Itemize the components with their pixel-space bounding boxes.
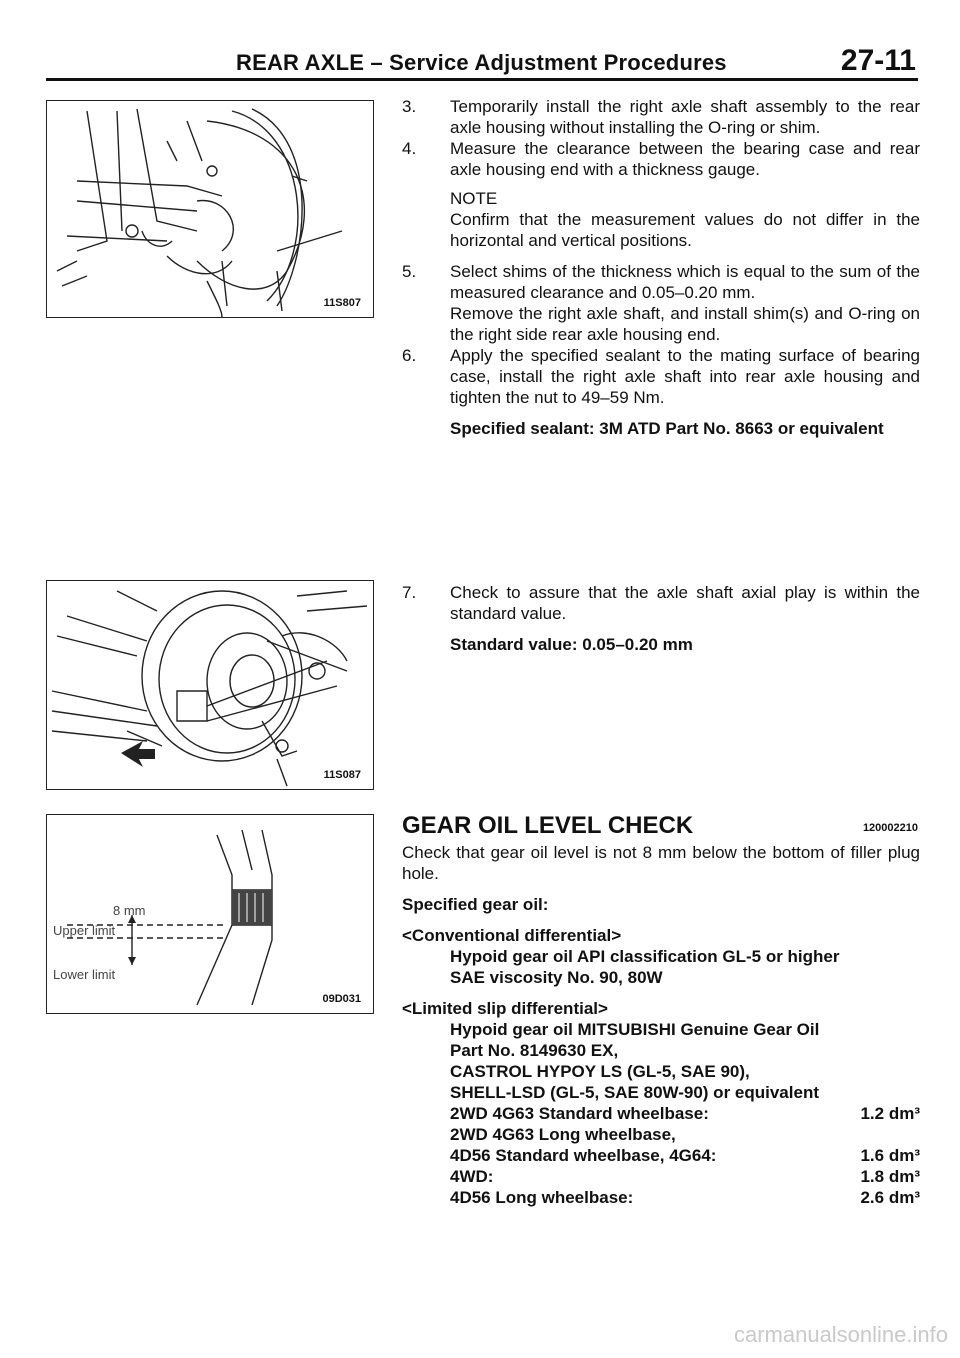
conventional-line: SAE viscosity No. 90, 80W bbox=[450, 968, 663, 987]
capacity-row: 4D56 Long wheelbase: 2.6 dm³ bbox=[450, 1188, 920, 1207]
lsd-line: SHELL-LSD (GL-5, SAE 80W-90) or equivalent bbox=[450, 1083, 819, 1102]
lsd-line: CASTROL HYPOY LS (GL-5, SAE 90), bbox=[450, 1062, 750, 1081]
conventional-line: Hypoid gear oil API classification GL-5 or higher bbox=[450, 947, 840, 966]
gear-oil-intro: Check that gear oil level is not 8 mm below the bottom of filler plug hole. bbox=[402, 843, 920, 883]
figure-code: 11S807 bbox=[323, 297, 361, 309]
standard-value: Standard value: 0.05–0.20 mm bbox=[450, 635, 693, 654]
note-text: Confirm that the measurement values do not differ in the horizontal and vertical positions. bbox=[450, 210, 920, 250]
axial-play-step bbox=[402, 582, 920, 655]
step-7: 7. Check to assure that the axle shaft axial play is within the standard value. bbox=[402, 583, 920, 623]
axle-shaft-illustration bbox=[47, 101, 373, 317]
capacity-row: 2WD 4G63 Long wheelbase, bbox=[450, 1125, 676, 1144]
dimension-label: 8 mm bbox=[113, 903, 146, 918]
section-code: 120002210 bbox=[862, 822, 918, 834]
page-number: 27-11 bbox=[840, 44, 916, 77]
capacity-row: 2WD 4G63 Standard wheelbase: 1.2 dm³ bbox=[450, 1104, 920, 1123]
conventional-label: <Conventional differential> bbox=[402, 926, 622, 945]
page-header bbox=[0, 0, 960, 80]
gear-oil-spec bbox=[402, 842, 920, 1208]
specified-sealant: Specified sealant: 3M ATD Part No. 8663 or equivalent bbox=[450, 419, 884, 438]
lower-limit-label: Lower limit bbox=[53, 967, 116, 982]
note-label: NOTE bbox=[450, 189, 498, 208]
capacity-row: 4D56 Standard wheelbase, 4G64: 1.6 dm³ bbox=[450, 1146, 920, 1165]
page-title: REAR AXLE – Service Adjustment Procedures bbox=[236, 50, 727, 75]
figure-code: 09D031 bbox=[322, 993, 361, 1005]
step-4: 4. Measure the clearance between the bearing case and rear axle housing end with a thickness gauge. bbox=[402, 139, 920, 179]
step-5: 5. Select shims of the thickness which is equal to the sum of the measured clearance and 0.05–0.20 mm. bbox=[402, 262, 920, 302]
figure-axial-play-check bbox=[46, 580, 374, 790]
upper-limit-label: Upper limit bbox=[53, 923, 116, 938]
figure-gear-oil-level bbox=[46, 814, 374, 1014]
figure-axle-shaft-install bbox=[46, 100, 374, 318]
step-3: 3. Temporarily install the right axle shaft assembly to the rear axle housing without installing the O-ring or shim. bbox=[402, 97, 920, 137]
lsd-label: <Limited slip differential> bbox=[402, 999, 608, 1018]
lsd-line: Part No. 8149630 EX, bbox=[450, 1041, 619, 1060]
oil-level-illustration bbox=[47, 815, 373, 1013]
spec-label: Specified gear oil: bbox=[402, 895, 549, 914]
step-6: 6. Apply the specified sealant to the mating surface of bearing case, install the right axle shaft into rear axle housing and tighten the nut to 49–59 Nm. bbox=[402, 346, 920, 407]
step-5-continued: Remove the right axle shaft, and install shim(s) and O-ring on the right side rear axle housing end. bbox=[450, 304, 920, 344]
figure-code: 11S087 bbox=[323, 769, 361, 781]
header-rule bbox=[46, 78, 918, 81]
footer-watermark: carmanualsonline.info bbox=[733, 1322, 948, 1347]
capacity-row: 4WD: 1.8 dm³ bbox=[450, 1167, 920, 1186]
section-title: GEAR OIL LEVEL CHECK bbox=[402, 812, 694, 839]
axial-play-illustration bbox=[47, 581, 373, 789]
adjustment-steps bbox=[402, 96, 920, 439]
lsd-line: Hypoid gear oil MITSUBISHI Genuine Gear Oil bbox=[450, 1020, 820, 1039]
